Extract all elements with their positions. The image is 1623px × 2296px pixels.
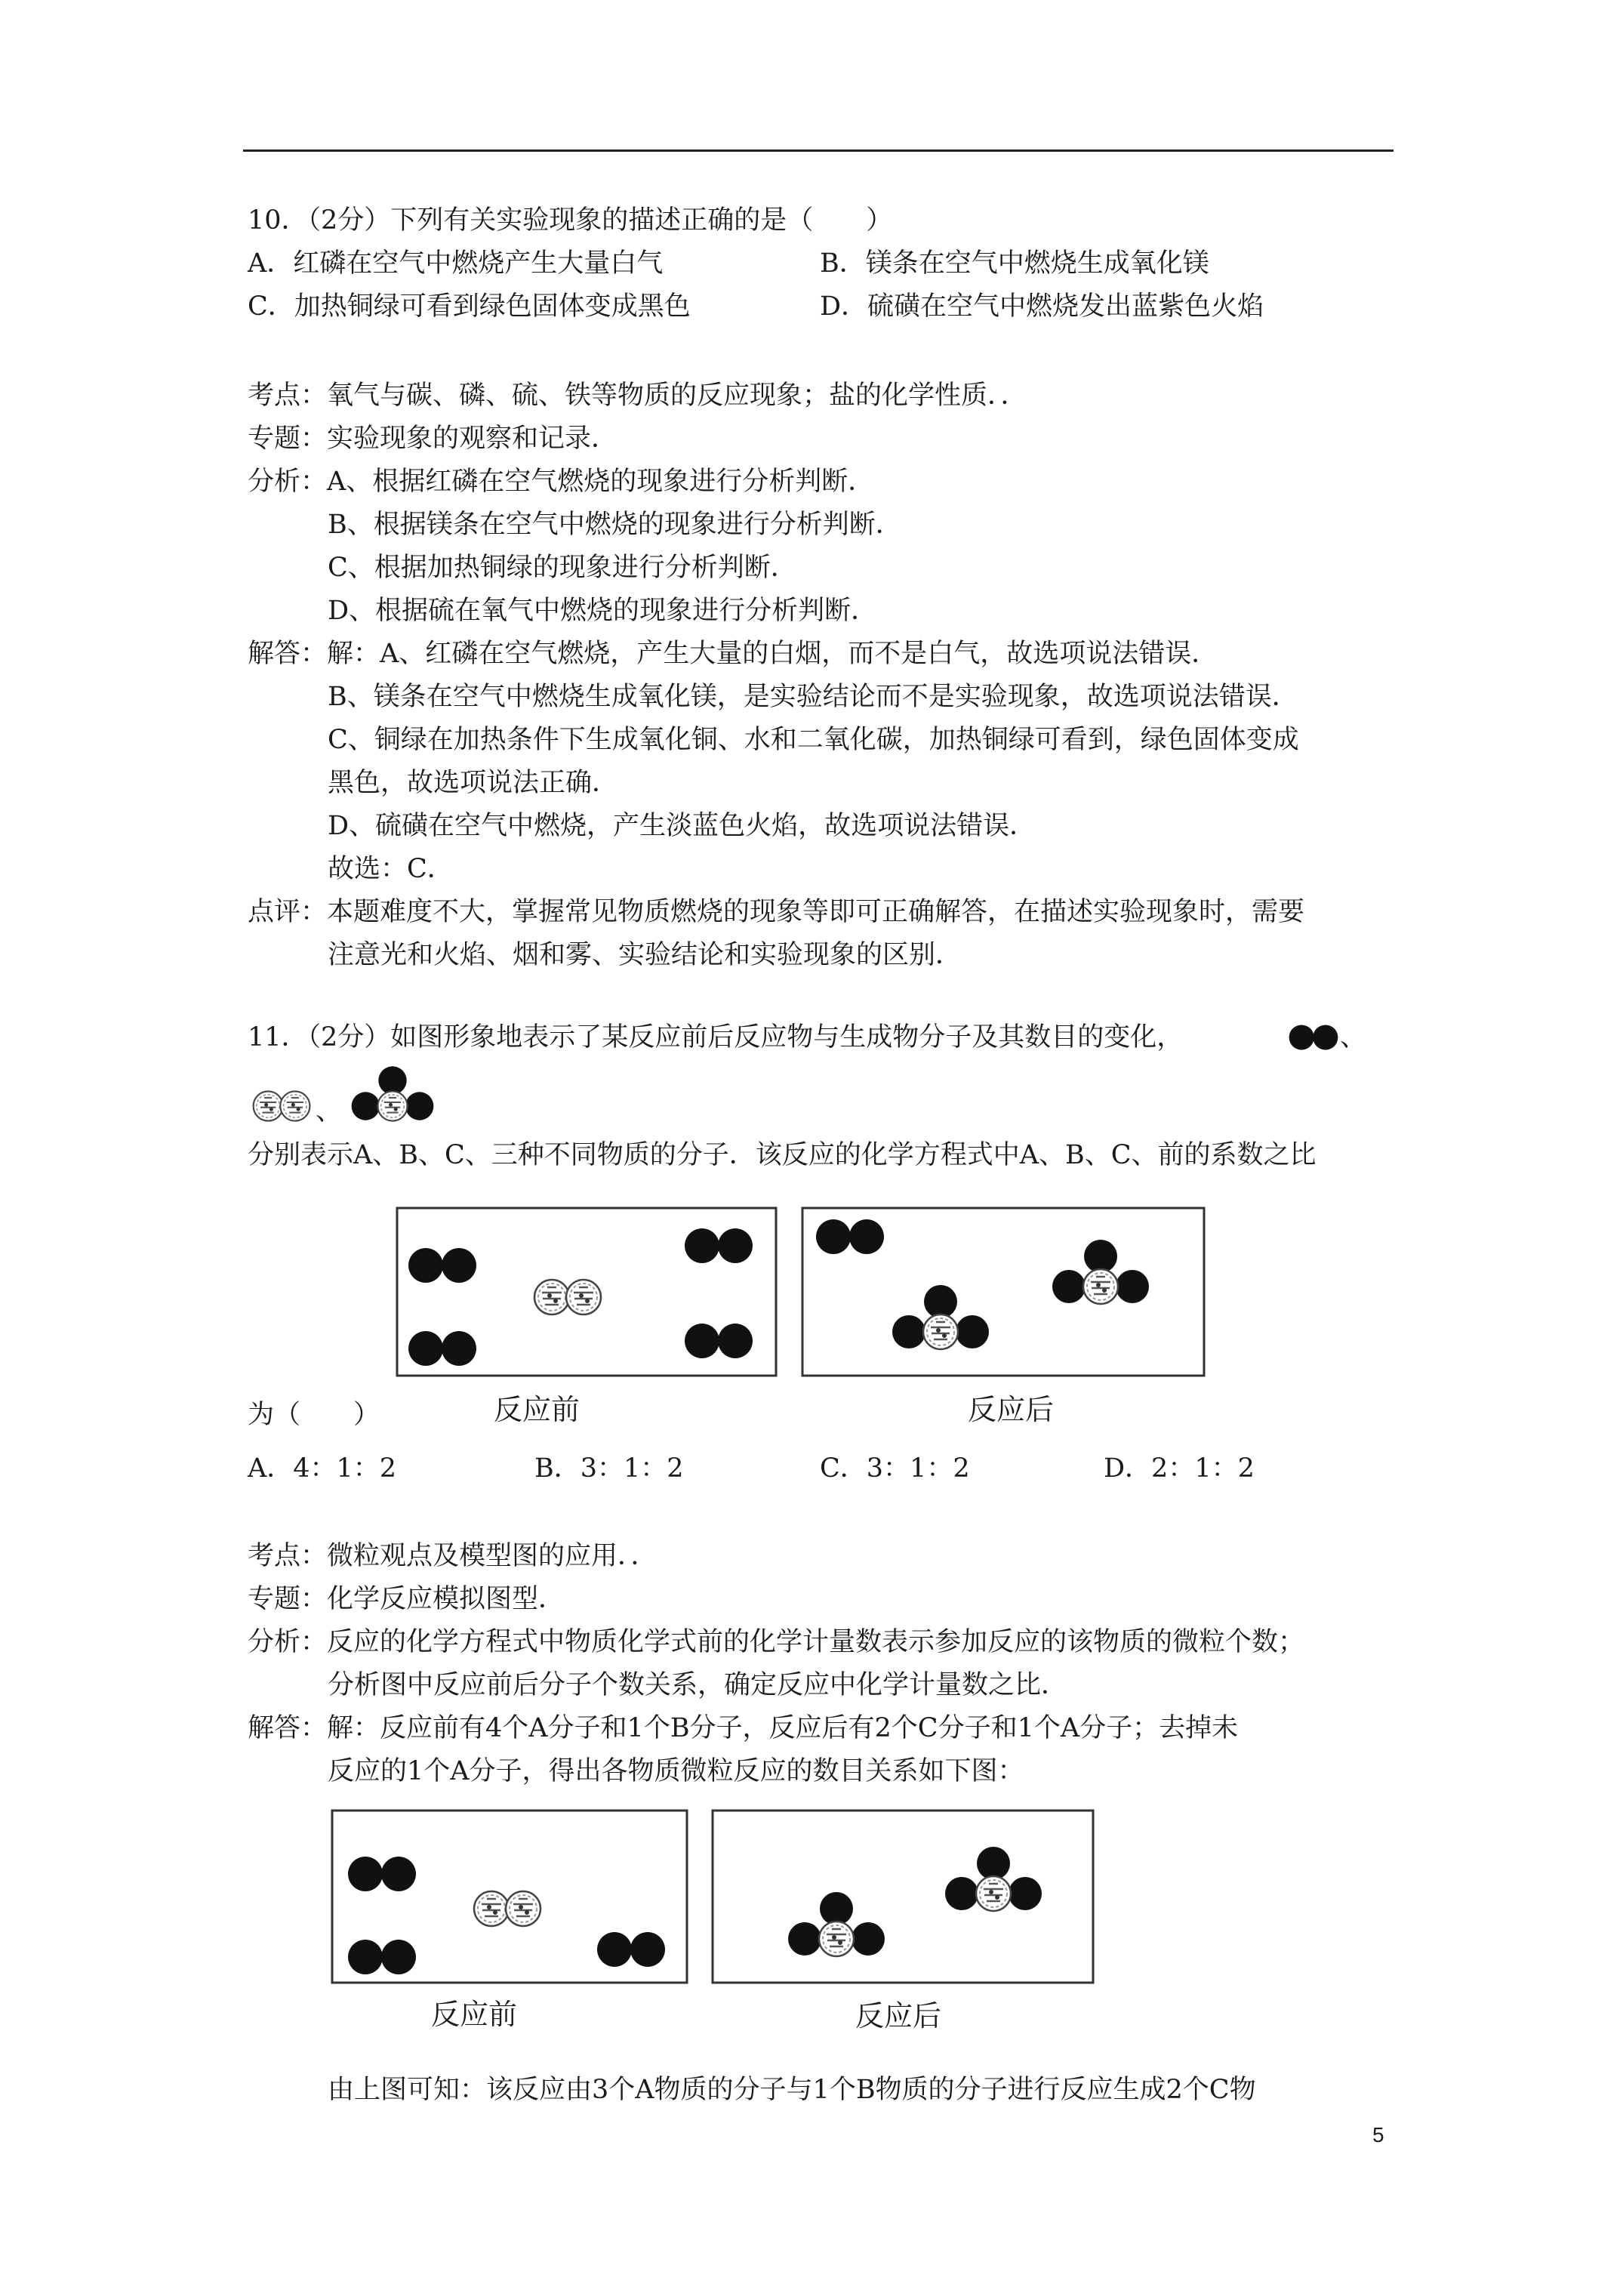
q11-separator: 、 (1340, 1022, 1367, 1052)
q11-separator: 、 (316, 1096, 343, 1126)
molecule-c (788, 1892, 885, 1956)
molecule-a (685, 1228, 753, 1263)
molecule-a (408, 1248, 476, 1283)
q11-kaodian: 考点：微粒观点及模型图的应用．． (248, 1541, 658, 1571)
molecule-c (1052, 1240, 1149, 1304)
molecule-c-icon (343, 1061, 442, 1129)
q10-jieda-line: D、硫磺在空气中燃烧，产生淡蓝色火焰，故选项说法错误． (328, 811, 1036, 841)
q10-fenxi-line: B、根据镁条在空气中燃烧的现象进行分析判断． (328, 510, 902, 540)
molecule-b-icon (248, 1087, 316, 1125)
q11-option-d: D．2：1：2 (1104, 1453, 1255, 1484)
q11-stem: 11．（2分）如图形象地表示了某反应前后反应物与生成物分子及其数目的变化， (248, 1022, 1184, 1052)
figure-label-after: 反应后 (968, 1393, 1055, 1426)
molecule-a (408, 1331, 476, 1366)
q11-option-b: B．3：1：2 (534, 1453, 684, 1484)
q10-dianping-line: 点评：本题难度不大，掌握常见物质燃烧的现象等即可正确解答，在描述实验现象时，需要 (248, 897, 1305, 927)
figure-label-after: 反应后 (855, 1999, 942, 2032)
page-number: 5 (1372, 2123, 1384, 2147)
q10-jieda-line: C、铜绿在加热条件下生成氧化铜、水和二氧化碳，加热铜绿可看到，绿色固体变成 (328, 725, 1299, 755)
molecule-a (816, 1219, 884, 1254)
q11-option-a: A．4：1：2 (248, 1453, 397, 1484)
q10-jieda-line: 故选：C． (328, 854, 454, 884)
molecule-a-icon (1283, 1019, 1344, 1057)
molecule-a (348, 1857, 416, 1891)
q11-stem-end: 为（ ） (248, 1400, 380, 1430)
figure-label-before: 反应前 (431, 1998, 518, 2031)
q10-jieda-line: 黑色，故选项说法正确． (328, 768, 619, 798)
q11-zhuanti: 专题：化学反应模拟图型． (248, 1584, 565, 1614)
molecule-a (597, 1932, 665, 1967)
q10-option-d: D．硫磺在空气中燃烧发出蓝紫色火焰 (820, 291, 1264, 322)
q10-option-b: B．镁条在空气中燃烧生成氧化镁 (820, 248, 1209, 279)
header-rule (243, 149, 1394, 152)
q10-jieda-line: 解答：解：A、红磷在空气燃烧，产生大量的白烟，而不是白气，故选项说法错误． (248, 639, 1218, 669)
figure-label-before: 反应前 (494, 1393, 581, 1426)
q10-fenxi-line: 分析：A、根据红磷在空气燃烧的现象进行分析判断． (248, 467, 875, 497)
q10-fenxi-line: C、根据加热铜绿的现象进行分析判断． (328, 553, 797, 583)
q10-dianping-line: 注意光和火焰、烟和雾、实验结论和实验现象的区别． (328, 940, 962, 970)
q10-kaodian: 考点：氧气与碳、磷、硫、铁等物质的反应现象；盐的化学性质．． (248, 381, 1027, 411)
q11-stem-continued: 分别表示A、B、C、三种不同物质的分子．该反应的化学方程式中A、B、C、前的系数之比 (248, 1140, 1317, 1170)
q11-jieda-line: 反应的1个A分子，得出各物质微粒反应的数目关系如下图： (328, 1756, 1024, 1786)
q11-conclusion: 由上图可知：该反应由3个A物质的分子与1个B物质的分子进行反应生成2个C物 (328, 2075, 1256, 2105)
molecule-b (534, 1280, 601, 1314)
q11-fenxi-line: 分析图中反应前后分子个数关系，确定反应中化学计量数之比． (328, 1670, 1068, 1700)
molecule-a (348, 1940, 416, 1974)
q11-fenxi-line: 分析：反应的化学方程式中物质化学式前的化学计量数表示参加反应的该物质的微粒个数； (248, 1627, 1305, 1657)
q11-option-c: C．3：1：2 (820, 1453, 970, 1484)
q10-stem: 10．（2分）下列有关实验现象的描述正确的是（ ） (248, 205, 893, 236)
q10-option-a: A．红磷在空气中燃烧产生大量白气 (248, 248, 664, 279)
q10-zhuanti: 专题：实验现象的观察和记录． (248, 424, 618, 454)
q11-reaction-figure (396, 1207, 1208, 1380)
q11-jieda-line: 解答：解：反应前有4个A分子和1个B分子，反应后有2个C分子和1个A分子；去掉未 (248, 1713, 1239, 1743)
molecule-b (474, 1891, 540, 1926)
q10-jieda-line: B、镁条在空气中燃烧生成氧化镁，是实验结论而不是实验现象，故选项说法错误． (328, 682, 1298, 712)
q10-fenxi-line: D、根据硫在氧气中燃烧的现象进行分析判断． (328, 596, 878, 626)
q11-solution-figure (331, 1806, 1096, 1992)
molecule-c (945, 1847, 1042, 1911)
molecule-a (685, 1324, 753, 1358)
molecule-c (892, 1285, 989, 1349)
q10-option-c: C．加热铜绿可看到绿色固体变成黑色 (248, 291, 691, 322)
